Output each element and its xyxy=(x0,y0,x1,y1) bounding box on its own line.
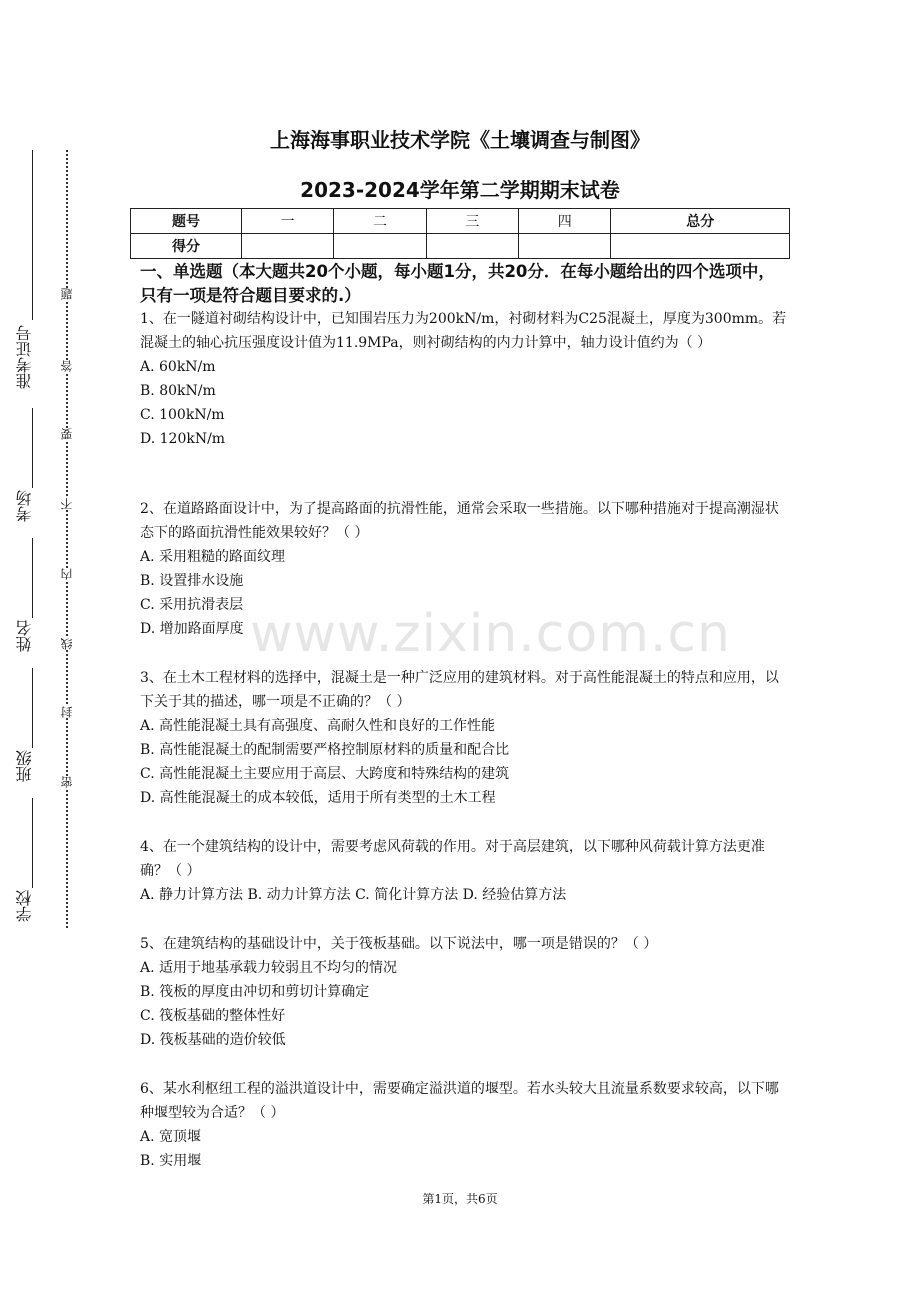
option: A. 高性能混凝土具有高强度、高耐久性和良好的工作性能 xyxy=(140,718,496,734)
seal-char: 封 xyxy=(59,706,77,718)
question-6 xyxy=(140,1077,790,1173)
option: C. 高性能混凝土主要应用于高层、大跨度和特殊结构的建筑 xyxy=(140,766,510,782)
score-input-cell xyxy=(334,234,426,259)
option: C. 采用抗滑表层 xyxy=(140,597,244,613)
option: B. 设置排水设施 xyxy=(140,573,244,589)
question-1 xyxy=(140,307,790,451)
option: B. 筏板的厚度由冲切和剪切计算确定 xyxy=(140,984,370,1000)
label-exam-room: 考场 xyxy=(15,490,34,522)
exam-title-line1: 上海海事职业技术学院《土壤调查与制图》 xyxy=(270,128,650,152)
option: B. 实用堰 xyxy=(140,1153,202,1169)
option: D. 增加路面厚度 xyxy=(140,621,244,637)
option: B. 高性能混凝土的配制需要严格控制原材料的质量和配合比 xyxy=(140,742,510,758)
score-table-score-row xyxy=(131,234,790,259)
score-cell: 四 xyxy=(519,209,611,234)
question-stem: 4、在一个建筑结构的设计中，需要考虑风荷载的作用。对于高层建筑，以下哪种风荷载计算方法更准确？（ ） xyxy=(140,839,765,879)
option: C. 100kN/m xyxy=(140,407,225,423)
exam-room-line xyxy=(32,408,33,488)
score-cell: 总分 xyxy=(611,209,790,234)
section-heading: 一、单选题（本大题共20个小题，每小题1分，共20分．在每小题给出的四个选项中，只有一项是符合题目要求的.） xyxy=(140,262,775,305)
question-stem: 5、在建筑结构的基础设计中，关于筏板基础。以下说法中，哪一项是错误的？（ ） xyxy=(140,936,658,952)
option: A. 适用于地基承载力较弱且不均匀的情况 xyxy=(140,960,398,976)
seal-char: 题 xyxy=(59,288,77,300)
option: A. 宽顶堰 xyxy=(140,1129,202,1145)
seal-dotted-line xyxy=(66,150,68,928)
question-stem: 3、在土木工程材料的选择中，混凝土是一种广泛应用的建筑材料。对于高性能混凝土的特点和应用，以下关于其的描述，哪一项是不正确的？（ ） xyxy=(140,670,779,710)
question-5 xyxy=(140,932,790,1052)
score-cell: 二 xyxy=(334,209,426,234)
score-cell: 题号 xyxy=(131,209,242,234)
seal-char: 内 xyxy=(59,568,77,580)
seal-line xyxy=(62,150,74,928)
option: D. 120kN/m xyxy=(140,431,226,447)
page-footer: 第1页，共6页 xyxy=(422,1192,498,1206)
question-stem: 1、在一隧道衬砌结构设计中，已知围岩压力为200kN/m，衬砌材料为C25混凝土，厚度为300mm。若混凝土的轴心抗压强度设计值为11.9MPa，则衬砌结构的内力计算中，轴力设计值约为（ ） xyxy=(140,311,787,351)
binding-info xyxy=(14,150,44,950)
option: A. 静力计算方法 B. 动力计算方法 C. 简化计算方法 D. 经验估算方法 xyxy=(140,887,567,903)
option: D. 高性能混凝土的成本较低，适用于所有类型的土木工程 xyxy=(140,790,496,806)
score-input-cell xyxy=(611,234,790,259)
question-stem: 6、某水利枢纽工程的溢洪道设计中，需要确定溢洪道的堰型。若水头较大且流量系数要求较高，以下哪种堰型较为合适？（ ） xyxy=(140,1081,779,1121)
label-name: 姓名 xyxy=(15,620,34,652)
label-student-id: 准考证号 xyxy=(15,325,34,389)
seal-char: 密 xyxy=(59,776,77,788)
seal-char: 不 xyxy=(59,498,77,510)
seal-char: 要 xyxy=(59,428,77,440)
seal-char: 线 xyxy=(59,638,77,650)
exam-title-line2: 2023-2024学年第二学期期末试卷 xyxy=(300,178,620,202)
question-3 xyxy=(140,666,790,810)
score-cell: 三 xyxy=(426,209,518,234)
question-stem: 2、在道路路面设计中，为了提高路面的抗滑性能，通常会采取一些措施。以下哪种措施对于提高潮湿状态下的路面抗滑性能效果较好？（ ） xyxy=(140,501,779,541)
option: D. 筏板基础的造价较低 xyxy=(140,1032,286,1048)
score-cell: 一 xyxy=(242,209,334,234)
label-school: 学校 xyxy=(15,890,34,922)
option: A. 采用粗糙的路面纹理 xyxy=(140,549,286,565)
option: B. 80kN/m xyxy=(140,383,216,399)
student-id-line xyxy=(32,150,33,320)
score-input-cell xyxy=(242,234,334,259)
class-line xyxy=(32,668,33,748)
score-table xyxy=(130,208,790,259)
option: C. 筏板基础的整体性好 xyxy=(140,1008,286,1024)
label-class: 班级 xyxy=(15,750,34,782)
school-line xyxy=(32,798,33,888)
score-table-header-row xyxy=(131,209,790,234)
name-line xyxy=(32,538,33,618)
seal-char: 答 xyxy=(59,360,77,372)
score-input-cell xyxy=(426,234,518,259)
score-cell: 得分 xyxy=(131,234,242,259)
question-4 xyxy=(140,835,790,907)
score-input-cell xyxy=(519,234,611,259)
watermark: www.zixin.com.cn xyxy=(250,604,731,664)
option: A. 60kN/m xyxy=(140,359,216,375)
